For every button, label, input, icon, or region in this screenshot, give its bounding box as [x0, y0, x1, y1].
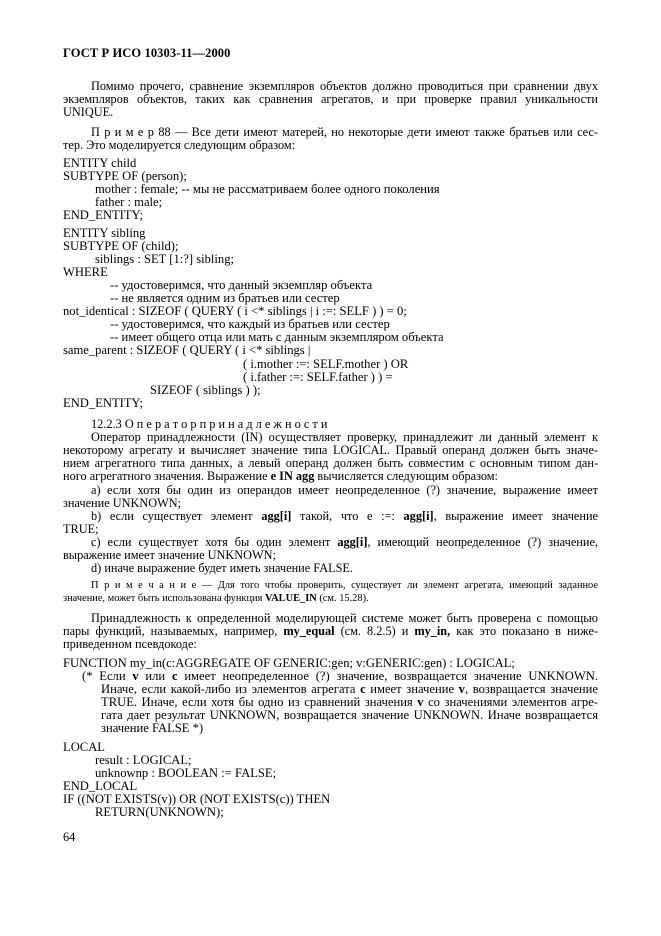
text-line: выражение имеет значение UNKNOWN;	[63, 548, 276, 562]
code-line: unknownp : BOOLEAN := FALSE;	[95, 766, 277, 780]
text-line: Принадлежность к определенной моделирующей системе может быть проверена с помощью	[91, 611, 598, 625]
code-line: same_parent : SIZEOF ( QUERY ( i <* siblings |	[63, 343, 311, 357]
code-line: SIZEOF ( siblings ) );	[150, 383, 261, 397]
list-item-b: b) если существует элемент agg[i] такой, что e :=: agg[i], выражение имеет значение	[91, 509, 599, 523]
list-item-d: d) иначе выражение будет иметь значение FALSE.	[91, 561, 354, 575]
text-line: значение UNKNOWN;	[63, 496, 182, 510]
code-line: -- не является одним из братьев или сестер	[110, 291, 340, 305]
text-line: ного агрегатного значения. Выражение e IN agg вычисляется следующим образом:	[63, 469, 498, 483]
section-heading: 12.2.3 О п е р а т о р п р и н а д л е ж н о с т и	[91, 417, 328, 431]
code-line: -- имеет общего отца или мать с данным экземпляром объекта	[110, 330, 444, 344]
text-line: экземпляров объектов, таких как сравнения агрегатов, и при проверке правил уникальности	[63, 92, 598, 106]
list-item-c: c) если существует хотя бы один элемент agg[i], имеющий неопределенное (?) значение,	[91, 535, 598, 549]
code-line: siblings : SET [1:?] sibling;	[95, 252, 235, 266]
text-line: пары функций, называемых, например, my_equal (см. 8.2.5) и my_in, как это показано в ниже-	[63, 624, 599, 638]
code-comment-line: Иначе, если какой-либо из элементов агрегата c имеет значение v, возвращается значение	[101, 682, 598, 696]
code-line: SUBTYPE OF (child);	[63, 239, 179, 253]
code-line: mother : female; -- мы не рассматриваем более одного поколения	[95, 182, 440, 196]
code-line: -- удостоверимся, что данный экземпляр объекта	[110, 278, 373, 292]
code-line: LOCAL	[63, 740, 105, 754]
code-comment-line: (* Если v или c имеет неопределенное (?) значение, возвращается значение UNKNOWN.	[82, 669, 598, 683]
code-line: WHERE	[63, 265, 108, 279]
code-line: RETURN(UNKNOWN);	[95, 805, 224, 819]
document-header: ГОСТ Р ИСО 10303-11—2000	[63, 46, 231, 60]
note-line: значение, может быть использована функция VALUE_IN (см. 15.28).	[63, 593, 369, 604]
text-line: UNIQUE.	[63, 105, 114, 119]
page-number: 64	[63, 830, 76, 844]
text-line: TRUE;	[63, 522, 99, 536]
code-line: IF ((NOT EXISTS(v)) OR (NOT EXISTS(c)) THEN	[63, 792, 331, 806]
note-line: П р и м е ч а н и е — Для того чтобы проверить, существует ли элемент агрегата, имеющий заданное	[91, 580, 598, 591]
code-comment-line: TRUE. Иначе, если хотя бы одно из сравнений значения v со значениями элементов агре-	[101, 695, 598, 709]
example-line: тер. Это моделируется следующим образом:	[63, 138, 296, 152]
code-line: END_ENTITY;	[63, 396, 143, 410]
text-line: Оператор принадлежности (IN) осуществляет проверку, принадлежит ли данный элемент к	[91, 430, 598, 444]
text-line: приведенном псевдокоде:	[63, 637, 197, 651]
code-line: ( i.mother :=: SELF.mother ) OR	[243, 357, 409, 371]
code-comment-line: значение FALSE *)	[101, 721, 204, 735]
example-line: П р и м е р 88 — Все дети имеют матерей, но некоторые дети имеют также братьев или сес-	[91, 125, 598, 139]
code-line: FUNCTION my_in(c:AGGREGATE OF GENERIC:gen; v:GENERIC:gen) : LOGICAL;	[63, 656, 515, 670]
code-line: father : male;	[95, 195, 163, 209]
code-line: ENTITY child	[63, 156, 137, 170]
code-line: ( i.father :=: SELF.father ) ) =	[243, 370, 393, 384]
code-line: END_LOCAL	[63, 779, 138, 793]
code-line: result : LOGICAL;	[95, 753, 192, 767]
text-line: некоторому агрегату и вычисляет значение типа LOGICAL. Правый операнд должен быть значе-	[63, 443, 598, 457]
code-comment-line: гата дает результат UNKNOWN, возвращается значение UNKNOWN. Иначе возвращается	[101, 708, 598, 722]
text-line: Помимо прочего, сравнение экземпляров объектов должно проводиться при сравнении двух	[91, 79, 598, 93]
code-line: not_identical : SIZEOF ( QUERY ( i <* siblings | i :=: SELF ) ) = 0;	[63, 304, 407, 318]
list-item-a: a) если хотя бы один из операндов имеет неопределенное (?) значение, выражение имеет	[91, 483, 598, 497]
code-line: -- удостоверимся, что каждый из братьев или сестер	[110, 317, 390, 331]
text-line: нием агрегатного типа данных, а левый операнд должен быть совместим с основным типом дан-	[63, 456, 598, 470]
code-line: SUBTYPE OF (person);	[63, 169, 187, 183]
code-line: END_ENTITY;	[63, 208, 143, 222]
code-line: ENTITY sibling	[63, 226, 146, 240]
